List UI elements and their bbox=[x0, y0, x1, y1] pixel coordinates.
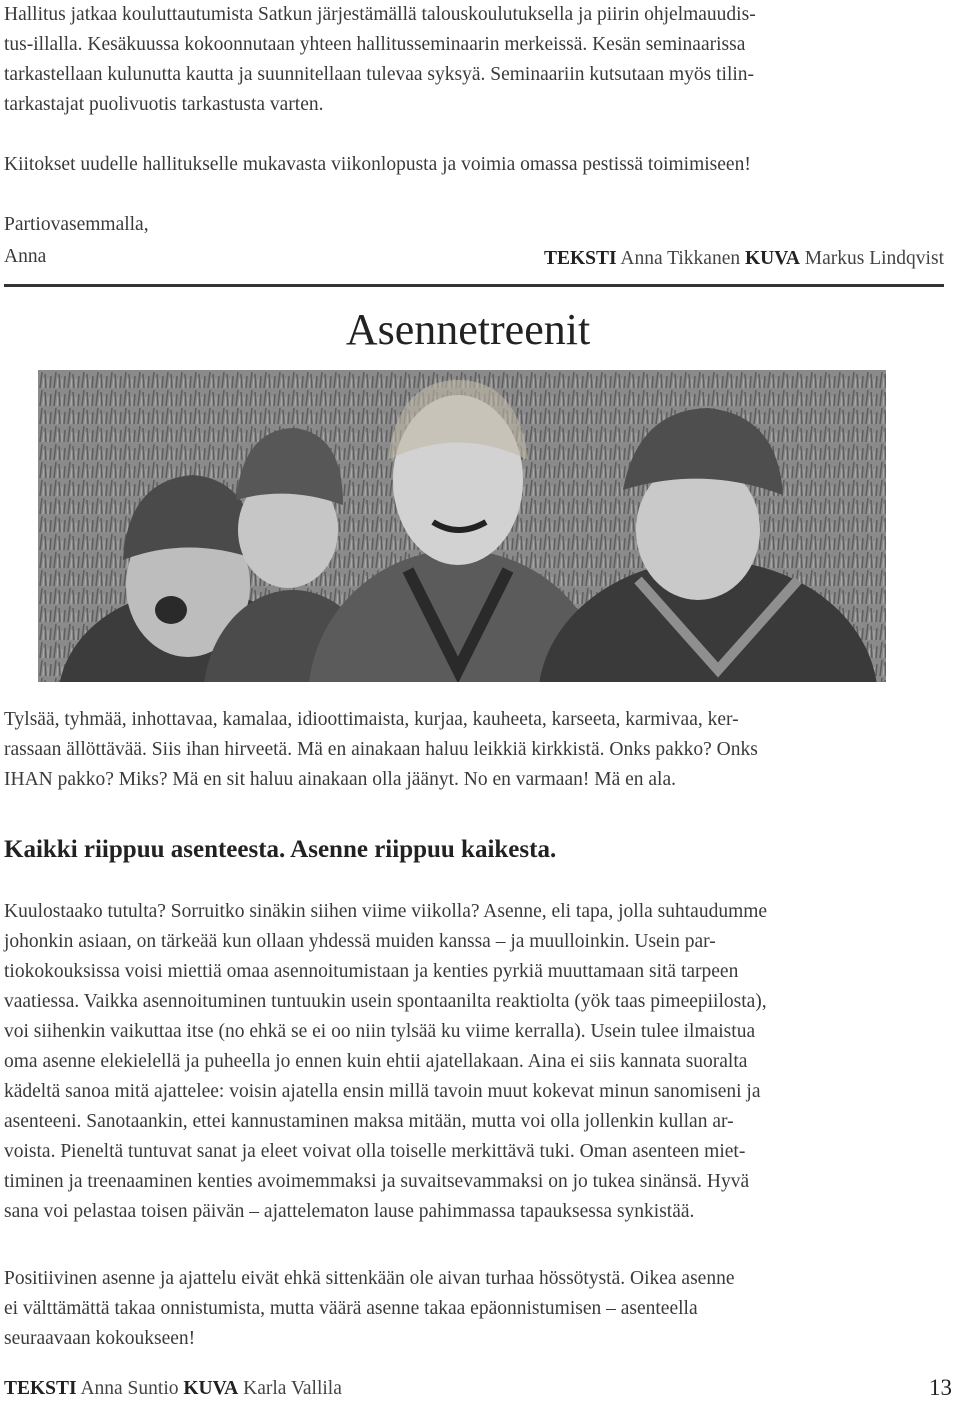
article-title: Asennetreenit bbox=[345, 305, 591, 354]
paragraph1-line: rassaan ällöttävää. Siis ihan hirveetä. Mä en ainakaan haluu leikkiä kirkkistä. Onks pakko? Onks bbox=[4, 739, 758, 760]
paragraph2-line: vaatiessa. Vaikka asennoituminen tuntuukin usein spontaanilta reaktiolta (yök taas pimeepiilosta), bbox=[4, 991, 767, 1012]
paragraph1-line: Tylsää, tyhmää, inhottavaa, kamalaa, idioottimaista, kurjaa, kauheeta, karseeta, karmivaa, ker- bbox=[4, 709, 739, 730]
page-number: 13 bbox=[929, 1375, 952, 1400]
byline-top bbox=[544, 246, 944, 272]
intro-line: tus-illalla. Kesäkuussa kokoonnutaan yhteen hallitusseminaarin merkeissä. Kesän seminaarissa bbox=[4, 34, 746, 55]
paragraph2-line: timinen ja treenaaminen kenties avoimemmaksi ja suvaitsevammaksi on jo tukea sinänsä. Hyvä bbox=[4, 1171, 750, 1192]
byline-text-label: TEKSTI bbox=[4, 1378, 77, 1399]
paragraph3-line: Positiivinen asenne ja ajattelu eivät ehkä sittenkään ole aivan turhaa hössötystä. Oikea asenne bbox=[4, 1268, 735, 1289]
section-divider bbox=[4, 284, 944, 287]
byline-text-label: TEKSTI bbox=[543, 248, 617, 269]
paragraph2-line: voista. Pieneltä tuntuvat sanat ja eleet voivat olla toiselle merkittävä tuki. Oman asenteen miet- bbox=[4, 1141, 746, 1162]
thanks-line: Kiitokset uudelle hallitukselle mukavasta viikonlopusta ja voimia omassa pestissä toimimiseen! bbox=[4, 154, 751, 175]
byline-author: Anna Tikkanen bbox=[620, 248, 741, 269]
paragraph1-line: IHAN pakko? Miks? Mä en sit haluu ainakaan olla jäänyt. No en varmaan! Mä en ala. bbox=[4, 769, 676, 790]
paragraph2-line: oma asenne elekielellä ja puheella jo ennen kuin ehtii ajatellakaan. Aina ei siis kannata suoralta bbox=[4, 1051, 748, 1072]
paragraph3-line: seuraavaan kokoukseen! bbox=[4, 1328, 196, 1349]
signoff-greeting: Partiovasemmalla, bbox=[4, 214, 149, 235]
signoff-name: Anna bbox=[4, 246, 47, 267]
paragraph2-line: sana voi pelastaa toisen päivän – ajattelematon lause pahimmassa tapauksessa synkistää. bbox=[4, 1201, 695, 1222]
paragraph2-line: asenteeni. Sanotaankin, ettei kannustaminen maksa mitään, mutta voi olla jollenkin kullan ar- bbox=[4, 1111, 734, 1132]
intro-line: tarkastajat puolivuotis tarkastusta varten. bbox=[4, 94, 324, 115]
byline-photo-label: KUVA bbox=[745, 248, 800, 269]
lead-heading: Kaikki riippuu asenteesta. Asenne riippuu kaikesta. bbox=[4, 836, 557, 863]
paragraph3-line: ei välttämättä takaa onnistumista, mutta väärä asenne takaa epäonnistumisen – asenteella bbox=[4, 1298, 698, 1319]
paragraph2-line: tiokokouksissa voisi miettiä omaa asennoitumistaan ja kenties pyrkiä muuttamaan sitä tarpeen bbox=[4, 961, 739, 982]
byline-author: Anna Suntio bbox=[80, 1378, 179, 1399]
group-photo bbox=[38, 370, 886, 682]
intro-line: tarkastellaan kulunutta kautta ja suunnitellaan tulevaa syksyä. Seminaariin kutsutaan myös tilin- bbox=[4, 64, 755, 85]
byline-photographer: Karla Vallila bbox=[243, 1378, 342, 1399]
byline-photo-label: KUVA bbox=[183, 1378, 239, 1399]
byline-bottom bbox=[4, 1378, 342, 1400]
byline-photographer: Markus Lindqvist bbox=[804, 248, 944, 269]
intro-line: Hallitus jatkaa kouluttautumista Satkun järjestämällä talouskoulutuksella ja piirin ohjelmauudis- bbox=[4, 4, 756, 25]
paragraph2-line: Kuulostaako tutulta? Sorruitko sinäkin siihen viime viikolla? Asenne, eli tapa, jolla suhtaudumme bbox=[4, 901, 768, 922]
paragraph2-line: voi siihenkin vaikuttaa itse (no ehkä se ei oo niin tylsää ku viime kerralla). Usein tulee ilmaistua bbox=[4, 1021, 756, 1042]
paragraph2-line: kädeltä sanoa mitä ajattelee: voisin ajatella ensin millä tavoin muut kokevat minun sanomiseni ja bbox=[4, 1081, 761, 1102]
paragraph2-line: johonkin asiaan, on tärkeää kun ollaan yhdessä muiden kanssa – ja muulloinkin. Usein par- bbox=[4, 931, 716, 952]
